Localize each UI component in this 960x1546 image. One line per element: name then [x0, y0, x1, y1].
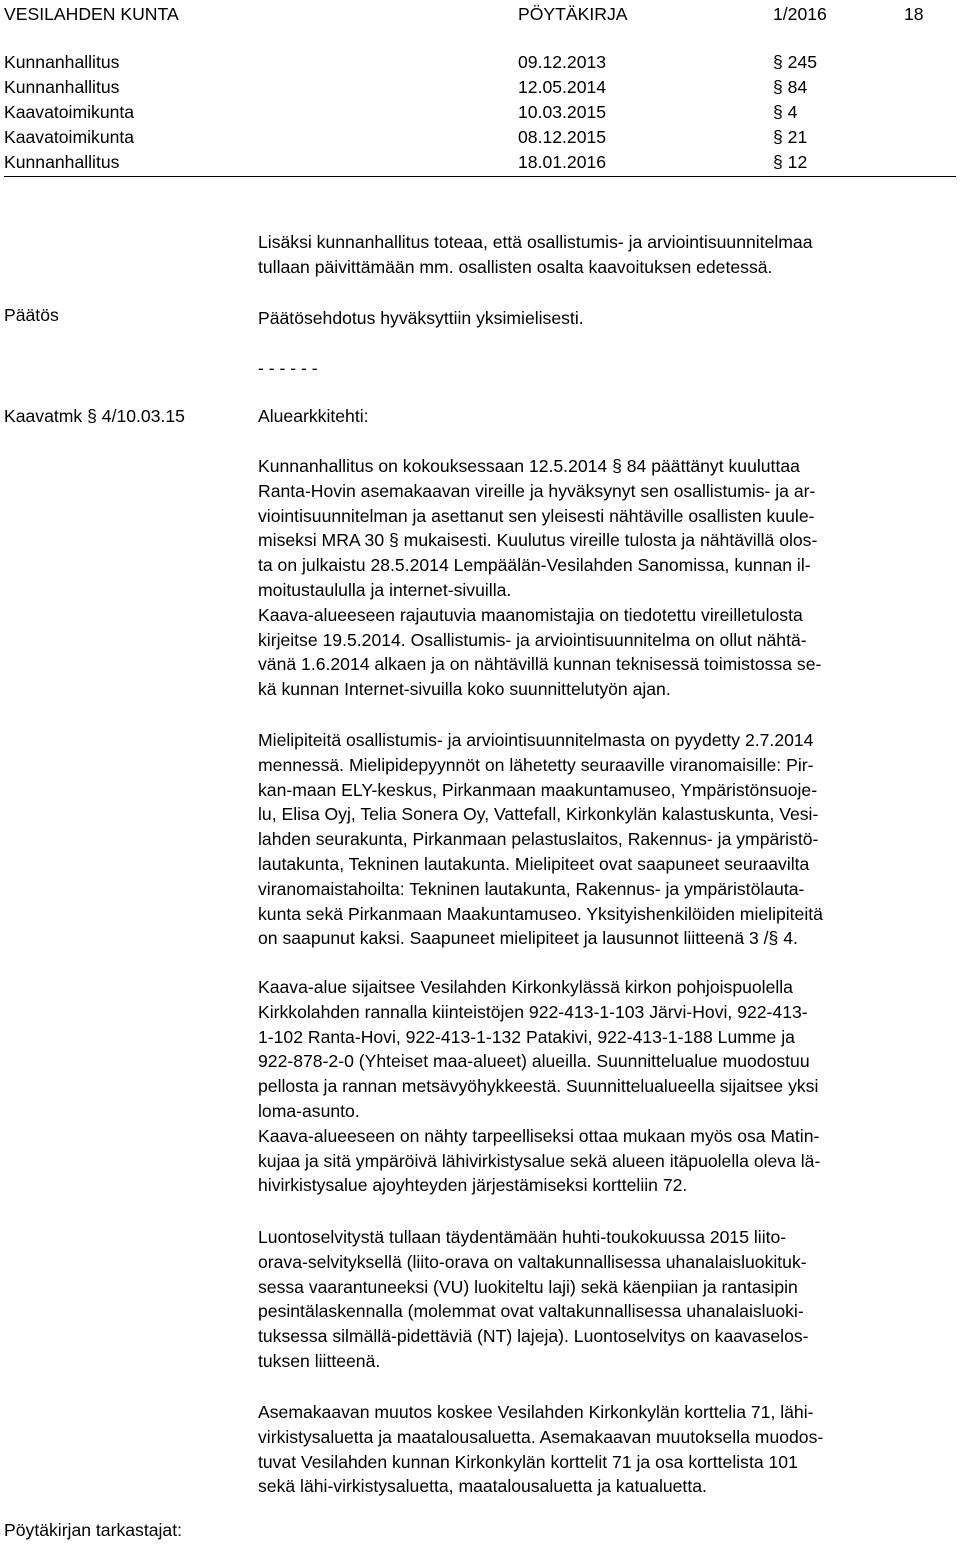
text-line: orava-selvityksellä (liito-orava on valtakunnallisessa uhanalaisluokituk- — [258, 1251, 807, 1272]
page-number: 18 — [904, 4, 924, 24]
text-line: ta on julkaistu 28.5.2014 Lempäälän-Vesilahden Sanomissa, kunnan il- — [258, 555, 811, 576]
header-divider — [4, 176, 956, 177]
history-body: Kaavatoimikunta — [4, 102, 135, 122]
history-section: § 245 — [773, 52, 818, 72]
text-line: tullaan päivittämään mm. osallisten osalta kaavoituksen edetessä. — [258, 256, 773, 277]
section-separator: - - - - - - — [258, 358, 318, 378]
text-line: Asemakaavan muutos koskee Vesilahden Kirkonkylän korttelia 71, lähi- — [258, 1402, 814, 1422]
presenter-label: Aluearkkitehti: — [258, 406, 369, 426]
text-line: lu, Elisa Oyj, Telia Sonera Oy, Vattefall, Kirkonkylän kalastuskunta, Vesi- — [258, 804, 819, 825]
item-reference: Kaavatmk § 4/10.03.15 — [4, 406, 185, 426]
organization-name: VESILAHDEN KUNTA — [4, 4, 179, 24]
decision-label: Päätös — [4, 305, 59, 325]
text-line: 922-878-2-0 (Yhteiset maa-alueet) alueilla. Suunnittelualue muodostuu — [258, 1051, 810, 1072]
text-line: pellosta ja rannan metsävyöhykkeestä. Suunnittelualueella sijaitsee yksi — [258, 1076, 819, 1097]
intro-paragraph — [258, 230, 948, 280]
text-line: tuvat Vesilahden kunnan Kirkonkylän korttelit 71 ja osa korttelista 101 — [258, 1451, 798, 1472]
text-line: Lisäksi kunnanhallitus toteaa, että osallistumis- ja arviointisuunnitelmaa — [258, 232, 813, 252]
text-line: Kaava-alueeseen on nähty tarpeelliseksi ottaa mukaan myös osa Matin- — [258, 1125, 820, 1146]
body-paragraph — [258, 728, 948, 951]
text-line: kunta sekä Pirkanmaan Maakuntamuseo. Yksityishenkilöiden mielipiteitä — [258, 903, 823, 924]
text-line: Mielipiteitä osallistumis- ja arviointisuunnitelmasta on pyydetty 2.7.2014 — [258, 730, 814, 750]
text-line: virkistysaluetta ja maatalousaluetta. Asemakaavan muutoksella muodos- — [258, 1426, 824, 1447]
history-body: Kunnanhallitus — [4, 152, 120, 172]
document-type: PÖYTÄKIRJA — [518, 4, 628, 24]
text-line: sessa vaarantuneeksi (VU) luokiteltu laji) sekä käenpiian ja rantasipin — [258, 1276, 798, 1297]
history-body: Kunnanhallitus — [4, 77, 120, 97]
issue-number: 1/2016 — [773, 4, 827, 24]
text-line: kujaa ja sitä ympäröivä lähivirkistysalue sekä alueen itäpuolella oleva lä- — [258, 1150, 821, 1171]
body-paragraph — [258, 1225, 948, 1374]
history-date: 08.12.2015 — [518, 127, 607, 147]
history-section: § 12 — [773, 152, 808, 172]
text-line: Kirkkolahden rannalla kiinteistöjen 922-413-1-103 Järvi-Hovi, 922-413- — [258, 1001, 808, 1022]
text-line: viranomaistahoilta: Tekninen lautakunta, Rakennus- ja ympäristölauta- — [258, 878, 805, 899]
text-line: kirjeitse 19.5.2014. Osallistumis- ja arviointisuunnitelma on ollut nähtä- — [258, 629, 807, 650]
text-line: loma-asunto. — [258, 1100, 360, 1121]
history-section: § 4 — [773, 102, 798, 122]
text-line: tuksen liitteenä. — [258, 1350, 381, 1371]
text-line: Luontoselvitystä tullaan täydentämään huhti-toukokuussa 2015 liito- — [258, 1227, 787, 1247]
text-line: kan-maan ELY-keskus, Pirkanmaan maakuntamuseo, Ympäristönsuoje- — [258, 779, 818, 800]
text-line: moitustaululla ja internet-sivuilla. — [258, 579, 512, 600]
footer-label: Pöytäkirjan tarkastajat: — [4, 1520, 182, 1540]
history-section: § 84 — [773, 77, 808, 97]
text-line: Ranta-Hovin asemakaavan vireille ja hyväksynyt sen osallistumis- ja ar- — [258, 480, 816, 501]
text-line: Kunnanhallitus on kokouksessaan 12.5.2014 § 84 päättänyt kuuluttaa — [258, 456, 800, 476]
text-line: tuksessa silmällä-pidettäviä (NT) lajeja). Luontoselvitys on kaavaselos- — [258, 1326, 809, 1347]
history-body: Kaavatoimikunta — [4, 127, 135, 147]
history-date: 09.12.2013 — [518, 52, 607, 72]
text-line: miseksi MRA 30 § mukaisesti. Kuulutus vireille tulosta ja nähtävillä olos- — [258, 530, 818, 551]
history-date: 18.01.2016 — [518, 152, 607, 172]
text-line: pesintälaskennalla (molemmat ovat valtakunnallisessa uhanalaisluoki- — [258, 1301, 804, 1322]
history-date: 12.05.2014 — [518, 77, 607, 97]
text-line: kä kunnan Internet-sivuilla koko suunnittelutyön ajan. — [258, 679, 671, 700]
history-body: Kunnanhallitus — [4, 52, 120, 72]
history-date: 10.03.2015 — [518, 102, 607, 122]
text-line: lahden seurakunta, Pirkanmaan pelastuslaitos, Rakennus- ja ympäristö- — [258, 829, 819, 850]
body-paragraph — [258, 975, 948, 1198]
text-line: vänä 1.6.2014 alkaen ja on nähtävillä kunnan teknisessä toimistossa se- — [258, 654, 822, 675]
text-line: Kaava-alue sijaitsee Vesilahden Kirkonkylässä kirkon pohjoispuolella — [258, 977, 793, 997]
text-line: viointisuunnitelman ja asettanut sen yleisesti nähtäville osallisten kuule- — [258, 505, 815, 526]
decision-text: Päätösehdotus hyväksyttiin yksimielisesti. — [258, 308, 584, 328]
text-line: 1-102 Ranta-Hovi, 922-413-1-132 Patakivi, 922-413-1-188 Lumme ja — [258, 1026, 795, 1047]
text-line: on saapunut kaksi. Saapuneet mielipiteet ja lausunnot liitteenä 3 /§ 4. — [258, 928, 798, 949]
history-section: § 21 — [773, 127, 808, 147]
text-line: Kaava-alueeseen rajautuvia maanomistajia on tiedotettu vireilletulosta — [258, 604, 803, 625]
text-line: lautakunta, Tekninen lautakunta. Mielipiteet ovat saapuneet seuraavilta — [258, 853, 810, 874]
text-line: sekä lähi-virkistysaluetta, maatalousaluetta ja katualuetta. — [258, 1476, 707, 1497]
body-paragraph — [258, 1400, 948, 1499]
text-line: mennessä. Mielipidepyynnöt on lähetetty seuraaville viranomaisille: Pir- — [258, 754, 814, 775]
body-paragraph — [258, 454, 948, 702]
text-line: hivirkistysalue ajoyhteyden järjestämiseksi kortteliin 72. — [258, 1175, 688, 1196]
